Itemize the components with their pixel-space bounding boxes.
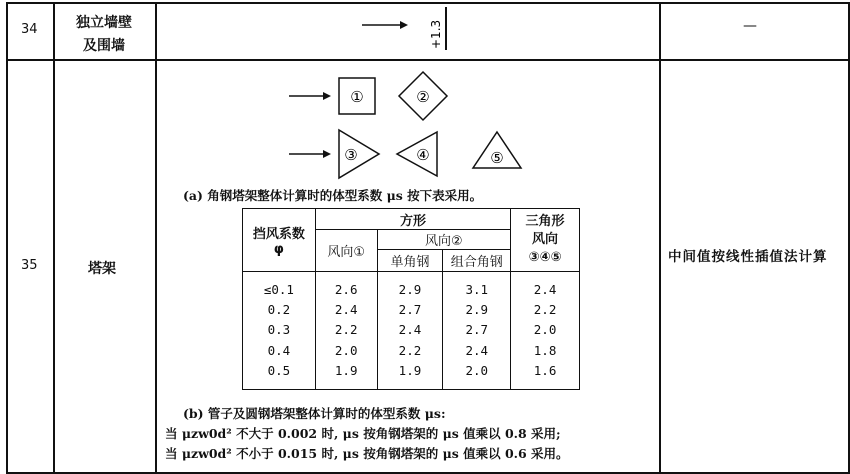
header-phi	[243, 209, 316, 272]
tower-wind-direction-diagrams	[285, 68, 545, 180]
header-triangle	[511, 209, 580, 272]
table-row	[243, 280, 580, 300]
row-divider	[6, 59, 850, 61]
caption-b: (b) 管子及圆钢塔架整体计算时的体型系数 μs:	[183, 406, 446, 421]
header-square: 方形	[315, 209, 510, 230]
cell-phi: 0.3	[243, 320, 316, 340]
table-left-border	[6, 2, 8, 473]
wind-arrow-icon	[289, 92, 331, 100]
wall-coefficient-label: +1.3	[429, 19, 443, 49]
row-34-number: 34	[21, 22, 38, 37]
header-tri-line2: 风向	[532, 232, 559, 247]
cell-triangle: 1.8	[511, 341, 580, 361]
row-35-remark: 中间值按线性插值法计算	[668, 249, 828, 265]
row-34-remark: —	[743, 18, 757, 34]
header-phi-line2: φ	[273, 242, 284, 257]
cell-phi: 0.5	[243, 361, 316, 381]
row-35-number: 35	[21, 258, 38, 273]
cell-wind1: 2.4	[315, 300, 377, 320]
cell-triangle: 2.4	[511, 280, 580, 300]
row-34-name-line2: 及围墙	[83, 38, 125, 54]
wind-arrow-icon	[289, 150, 331, 158]
cell-combo: 2.0	[443, 361, 511, 381]
row-35-name: 塔架	[88, 261, 116, 277]
cell-phi: ≤0.1	[243, 280, 316, 300]
cell-combo: 2.4	[443, 341, 511, 361]
cell-combo: 2.9	[443, 300, 511, 320]
header-single-angle: 单角钢	[377, 250, 443, 272]
angle-steel-coefficient-table	[242, 208, 580, 390]
table-right-border	[848, 2, 850, 473]
shape-label-2: ②	[416, 88, 430, 106]
cell-combo: 3.1	[443, 280, 511, 300]
header-combined-angle: 组合角钢	[443, 250, 511, 272]
caption-a: (a) 角钢塔架整体计算时的体型系数 μs 按下表采用。	[183, 188, 483, 203]
cell-single: 2.4	[377, 320, 443, 340]
cell-single: 2.9	[377, 280, 443, 300]
cell-combo: 2.7	[443, 320, 511, 340]
col-divider-3	[659, 2, 661, 473]
header-tri-line1: 三角形	[525, 214, 565, 229]
cell-single: 1.9	[377, 361, 443, 381]
cell-wind1: 2.2	[315, 320, 377, 340]
table-row	[243, 300, 580, 320]
col-divider-2	[155, 2, 157, 473]
cell-phi: 0.4	[243, 341, 316, 361]
shape-label-3: ③	[344, 146, 358, 164]
header-tri-line3: ③④⑤	[528, 250, 562, 265]
cell-wind1: 2.6	[315, 280, 377, 300]
cell-wind1: 1.9	[315, 361, 377, 381]
table-row	[243, 320, 580, 340]
cell-triangle: 2.2	[511, 300, 580, 320]
shape-label-4: ④	[416, 146, 430, 164]
caption-b-line-2: 当 μzw0d² 不小于 0.015 时, μs 按角钢塔架的 μs 值乘以 0.6 采用。	[165, 446, 569, 461]
table-bottom-border	[6, 472, 850, 474]
header-phi-line1: 挡风系数	[252, 227, 305, 242]
table-row	[243, 341, 580, 361]
cell-triangle: 1.6	[511, 361, 580, 381]
col-divider-1	[53, 2, 55, 473]
wind-arrow-icon	[362, 21, 408, 29]
cell-single: 2.7	[377, 300, 443, 320]
shape-label-1: ①	[350, 88, 364, 106]
cell-wind1: 2.0	[315, 341, 377, 361]
header-wind-2: 风向②	[377, 230, 511, 250]
wall-wind-diagram	[360, 4, 470, 56]
shape-label-5: ⑤	[490, 149, 504, 167]
table-row	[243, 361, 580, 381]
cell-single: 2.2	[377, 341, 443, 361]
row-34-name-line1: 独立墙壁	[76, 15, 132, 31]
cell-phi: 0.2	[243, 300, 316, 320]
header-wind-1: 风向①	[315, 230, 377, 272]
caption-b-line-1: 当 μzw0d² 不大于 0.002 时, μs 按角钢塔架的 μs 值乘以 0.8 采用;	[165, 426, 561, 441]
cell-triangle: 2.0	[511, 320, 580, 340]
